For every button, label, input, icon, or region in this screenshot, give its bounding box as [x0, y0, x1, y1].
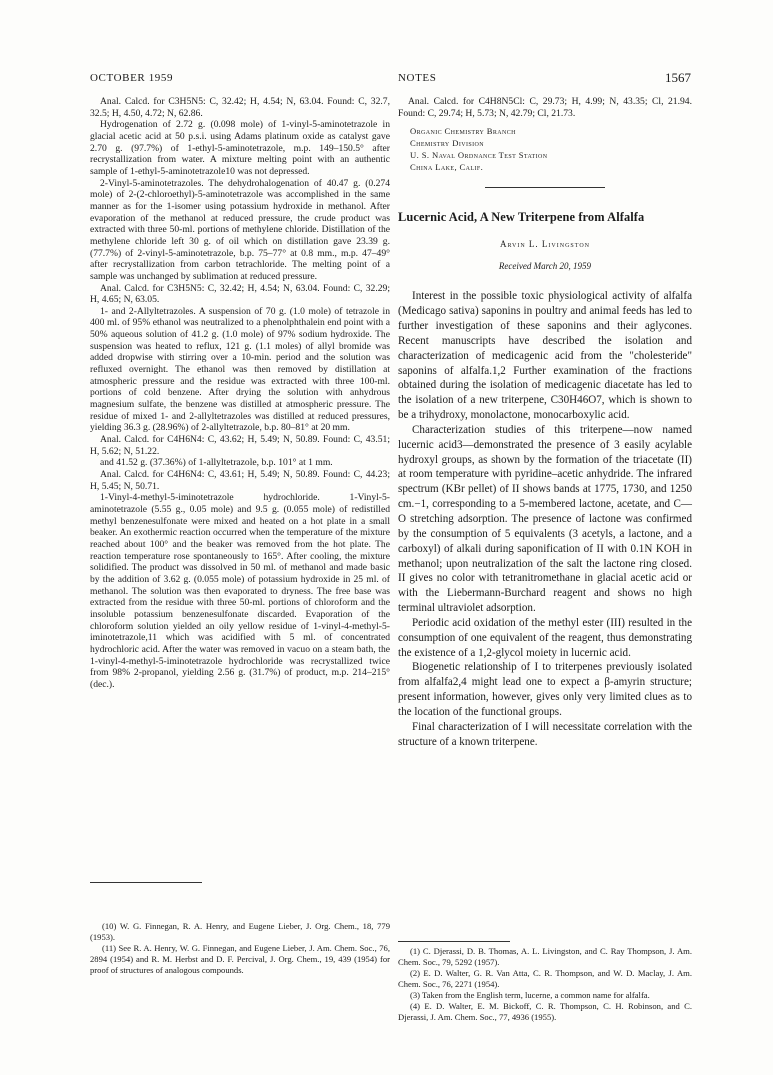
footnote-divider [398, 941, 510, 942]
page-number: 1567 [665, 70, 691, 85]
footnote: (2) E. D. Walter, G. R. Van Atta, C. R. Thompson, and W. D. Maclay, J. Am. Chem. Soc., 76, 2271 (1954). [398, 968, 692, 989]
paragraph: and 41.52 g. (37.36%) of 1-allyltetrazole, b.p. 101° at 1 mm. [100, 457, 333, 469]
paragraph: Anal. Calcd. for C3H5N5: C, 32.42; H, 4.54; N, 63.04. Found: C, 32.7, 32.5; H, 4.50, 4.72; N, 62.86. [90, 96, 390, 119]
footnote: (11) See R. A. Henry, W. G. Finnegan, and Eugene Lieber, J. Am. Chem. Soc., 76, 2894 (1954) and R. M. Herbst and D. F. Percival, J. Org. Chem., 19, 439 (1954) for proof of structures of analogous compounds. [90, 943, 390, 975]
received-date: Received March 20, 1959 [498, 261, 592, 272]
section-divider [485, 187, 605, 188]
footnote-divider [90, 882, 202, 883]
address-line: Organic Chemistry Branch [410, 126, 516, 137]
paragraph: Interest in the possible toxic physiological activity of alfalfa (Medicago sativa) saponins in poultry and animal feeds has led to further investigation of these saponins and their aglycones. Recent manuscripts have described the isolation and characterization of medicagenic acid from the "cholesteride" saponins of alfalfa.1,2 Further examination of the fractions obtained during the isolation of medicagenic diacetate has led to the isolation of a new triterpene, C30H46O7, which is shown to be a trihydroxy, monolactone, monocarboxylic acid. [398, 290, 692, 422]
analysis-paragraph: Anal. Calcd. for C4H8N5Cl: C, 29.73; H, 4.99; N, 43.35; Cl, 21.94. Found: C, 29.74; H, 5.73; N, 42.79; Cl, 21.73. [398, 96, 692, 119]
address-line: Chemistry Division [410, 138, 484, 149]
paragraph: Characterization studies of this triterpene—now named lucernic acid3—demonstrated the presence of 3 easily acylable hydroxyl groups, as shown by the formation of the triacetate (II) at room temperature with pyridine–acetic anhydride. The infrared spectrum (KBr pellet) of II shows bands at 1775, 1730, and 1250 cm.−1, corresponding to a 5-membered lactone, acetate, and C—O stretching adsorption. The presence of lactone was confirmed by the consumption of 5 equivalents (3 acetyls, a lactone, and a carboxyl) of alkali during saponification of II with 0.1N KOH in methanol; upon neutralization of the salt the lactone ring closed. II gives no color with tetranitromethane in glacial acetic acid or with the Liebermann-Burchard reagent and shows no high terminal ultraviolet adsorption. [398, 423, 692, 615]
paragraph: 1- and 2-Allyltetrazoles. A suspension of 70 g. (1.0 mole) of tetrazole in 400 ml. of 95% ethanol was neutralized to a phenolphthalein end point with a 50% aqueous solution of 41.2 g. (1.0 mole) of 97% sodium hydroxide. The suspension was heated to reflux, 121 g. (1.1 moles) of allyl bromide was added dropwise with stirring over a 10-min. period and the solution was refluxed overnight. The ethanol was then removed by distillation at atmospheric pressure and the residue was extracted with three 100-ml. portions of cold benzene. After drying the solution with anhydrous magnesium sulfate, the benzene was distilled at atmospheric pressure. The residue of mixed 1- and 2-allyltetrazoles was distilled at reduced pressures, yielding 36.3 g. (28.96%) of 2-allyltetrazole, b.p. 80–81° at 20 mm. [90, 305, 390, 434]
address-line: China Lake, Calif. [410, 162, 484, 173]
left-column [90, 96, 390, 690]
paragraph: Final characterization of I will necessitate correlation with the structure of a known triterpene. [398, 720, 692, 748]
left-footnotes [90, 882, 390, 976]
paragraph: Anal. Calcd. for C4H6N4: C, 43.61; H, 5.49; N, 50.89. Found: C, 44.23; H, 5.45; N, 50.71. [90, 469, 390, 492]
footnote: (4) E. D. Walter, E. M. Bickoff, C. R. Thompson, C. H. Robinson, and C. Djerassi, J. Am. Chem. Soc., 77, 4936 (1955). [398, 1001, 692, 1022]
right-footnotes [398, 941, 692, 1023]
right-column [398, 96, 692, 749]
paragraph: Periodic acid oxidation of the methyl ester (III) resulted in the consumption of one equivalent of the reagent, thus demonstrating the existence of a 1,2-glycol moiety in lucernic acid. [398, 616, 692, 659]
footnote: (10) W. G. Finnegan, R. A. Henry, and Eugene Lieber, J. Org. Chem., 18, 779 (1953). [90, 921, 390, 942]
running-header-date: OCTOBER 1959 [90, 72, 174, 84]
paragraph: 2-Vinyl-5-aminotetrazoles. The dehydrohalogenation of 40.47 g. (0.274 mole) of 2-(2-chloroethyl)-5-aminotetrazole was accomplished in the same manner as for the 1-isomer using potassium hydroxide in methanol. After evaporation of the methanol at reduced pressure, the crude product was extracted with three 50-ml. portions of methylene chloride. Distillation of the methylene chloride left 30 g. of oil which on distillation gave 23.39 g. (77.7%) of 2-vinyl-5-aminotetrazole, b.p. 75–77° at 0.8 mm., m.p. 47–49° after recrystallization from carbon tetrachloride. The melting point of a sample was unchanged by sublimation at reduced pressure. [90, 177, 390, 282]
author-address [410, 125, 692, 173]
paragraph: Hydrogenation of 2.72 g. (0.098 mole) of 1-vinyl-5-aminotetrazole in glacial acetic acid at 50 p.s.i. using Adams platinum oxide as catalyst gave 2.70 g. (97.7%) of 1-ethyl-5-aminotetrazole, m.p. 149–150.5° after recrystallization from water. A mixture melting point with an authentic sample of 1-ethyl-5-aminotetrazole10 was not depressed. [90, 119, 390, 177]
paragraph: 1-Vinyl-4-methyl-5-iminotetrazole hydrochloride. 1-Vinyl-5-aminotetrazole (5.55 g., 0.05 mole) and 9.5 g. (0.055 mole) of redistilled methyl benzenesulfonate were mixed and heated on a hot plate in a small beaker. An exothermic reaction occurred when the temperature of the mixture reached about 100° and the beaker was removed from the hot plate. The reaction temperature rose spontaneously to 165°. After cooling, the mixture solidified. The product was dissolved in 50 ml. of methanol and made basic by the addition of 3.62 g. (0.055 mole) of potassium hydroxide in 25 ml. of methanol. The solution was then evaporated to dryness. The free base was extracted from the residue with three 50-ml. portions of chloroform and the insoluble potassium benzenesulfonate discarded. Evaporation of the chloroform solution yielded an oily yellow residue of 1-vinyl-4-methyl-5-iminotetrazole,11 which was acidified with 5 ml. of concentrated hydrochloric acid. After the water was removed in vacuo on a steam bath, the 1-vinyl-4-methyl-5-iminotetrazole hydrochloride was recrystallized twice from 98% 2-propanol, yielding 2.56 g. (31.7%) of product, m.p. 214–215° (dec.). [90, 492, 390, 690]
paragraph: Anal. Calcd. for C3H5N5: C, 32.42; H, 4.54; N, 63.04. Found: C, 32.29; H, 4.65; N, 63.05. [90, 282, 390, 306]
footnote: (3) Taken from the English term, lucerne, a common name for alfalfa. [410, 990, 650, 1000]
paragraph: Biogenetic relationship of I to triterpenes previously isolated from alfalfa2,4 might lead one to expect a β-amyrin structure; present information, however, gives only very limited clues as to the location of the functional groups. [398, 661, 692, 718]
address-line: U. S. Naval Ordnance Test Station [410, 150, 548, 161]
paragraph: Anal. Calcd. for C4H6N4: C, 43.62; H, 5.49; N, 50.89. Found: C, 43.51; H, 5.62; N, 51.22. [90, 434, 390, 457]
footnote: (1) C. Djerassi, D. B. Thomas, A. L. Livingston, and C. Ray Thompson, J. Am. Chem. Soc., 79, 5292 (1957). [398, 946, 692, 967]
article-title: Lucernic Acid, A New Triterpene from Alfalfa [398, 210, 645, 225]
running-header-section: NOTES [398, 72, 437, 84]
article-author: Arvin L. Livingston [500, 239, 590, 250]
